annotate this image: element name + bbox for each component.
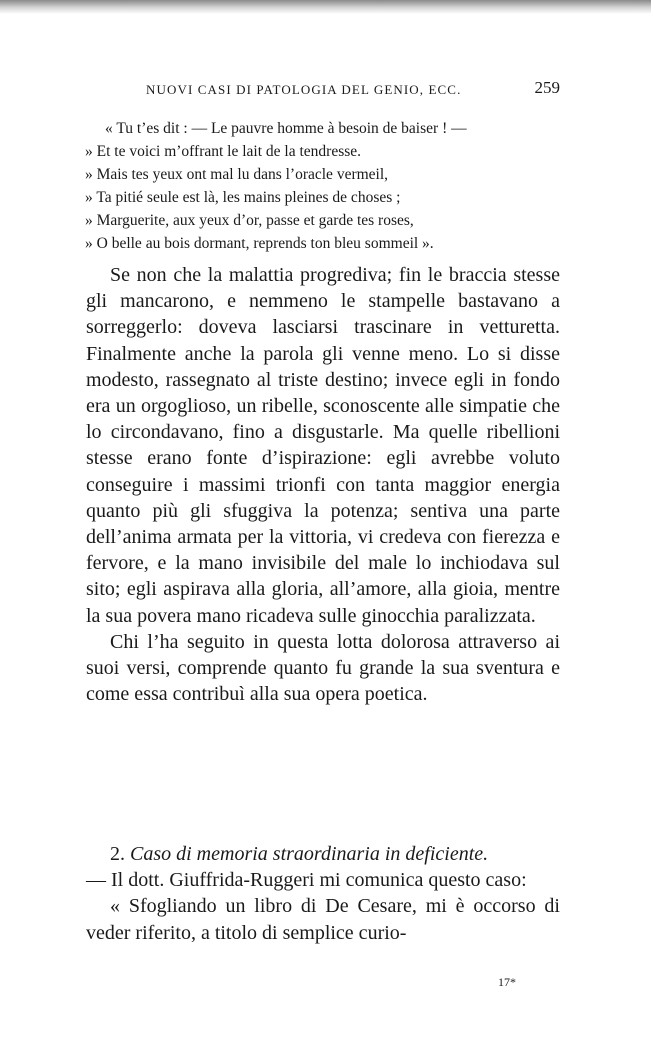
- section-quote-start: « Sfogliando un libro di De Cesare, mi è occorso di veder riferito, a titolo di semplice curio-: [86, 895, 560, 944]
- poem-line: » Marguerite, aux yeux d’or, passe et garde tes roses,: [85, 212, 414, 229]
- paragraph: Se non che la malattia progrediva; fin le braccia stesse gli mancarono, e nemmeno le stampelle bastavano a sorreggerlo: doveva lasciarsi trascinare in vetturetta. Finalmente anche la parola gli venne meno. Lo si disse modesto, rassegnato al triste destino; invece egli in fondo era un orgoglioso, un ribelle, sconoscente alle simpatie che lo circondavano, fino a disgustarle. Ma quelle ribellioni stesse erano fonte d’ispirazione: egli avrebbe voluto conseguire i massimi trionfi con tanta maggior energia quanto più gli sfuggiva la potenza; sentiva una parte dell’anima armata per la vittoria, vi credeva con fierezza e fervore, e la mano invisibile del male lo inchiodava sul sito; egli aspirava alla gloria, all’amore, alla gioia, mentre la sua povera mano ricadeva sulle ginocchia paralizzata.: [86, 264, 560, 627]
- poem-line: » Et te voici m’offrant le lait de la tendresse.: [85, 143, 362, 160]
- poem-line: » Ta pitié seule est là, les mains pleines de choses ;: [85, 189, 401, 206]
- poem-quotation: [85, 117, 467, 255]
- poem-line: « Tu t’es dit : — Le pauvre homme à besoin de baiser ! —: [105, 120, 467, 137]
- page-top-edge-shadow: [0, 0, 651, 14]
- section-heading: [86, 841, 560, 867]
- section-title: Caso di memoria straordinaria in deficiente.: [130, 843, 489, 865]
- running-title: NUOVI CASI DI PATOLOGIA DEL GENIO, ECC.: [146, 82, 462, 97]
- paragraph: Chi l’ha seguito in questa lotta dolorosa attraverso ai suoi versi, comprende quanto fu grande la sua sventura e come essa contribuì alla sua opera poetica.: [86, 630, 560, 706]
- poem-line: » O belle au bois dormant, reprends ton bleu sommeil ».: [85, 235, 434, 252]
- printer-signature-mark: 17*: [498, 975, 516, 989]
- poem-line: » Mais tes yeux ont mal lu dans l’oracle vermeil,: [85, 166, 389, 183]
- page-number: 259: [534, 78, 560, 97]
- section-intro: — Il dott. Giuffrida-Ruggeri mi comunica questo caso:: [86, 869, 527, 892]
- section-number: 2.: [110, 843, 125, 865]
- section-2: [86, 841, 560, 946]
- body-text: [86, 262, 560, 707]
